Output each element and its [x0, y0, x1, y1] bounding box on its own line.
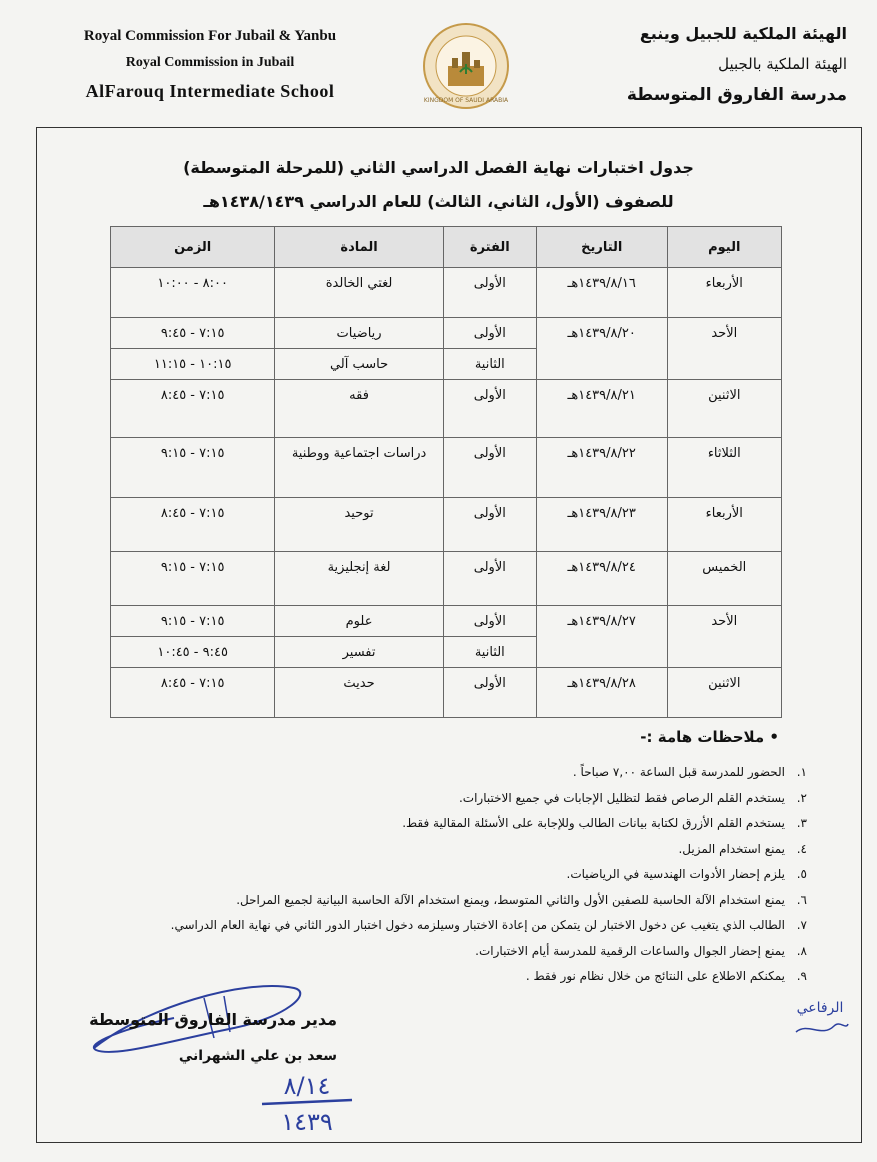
cell-date: ١٤٣٩/٨/٢١هـ — [536, 380, 667, 438]
cell-period: الأولى — [443, 498, 536, 552]
list-item — [107, 866, 807, 892]
org-name-ar: الهيئة الملكية للجبيل وينبع — [639, 24, 847, 43]
note-number: ٣. — [796, 816, 807, 830]
cell-time: ٩:٤٥ - ١٠:٤٥ — [111, 637, 275, 668]
note-text: يلزم إحضار الأدوات الهندسية في الرياضيات. — [566, 867, 785, 881]
list-item — [107, 892, 807, 918]
cell-time: ٧:١٥ - ٨:٤٥ — [111, 380, 275, 438]
note-number: ٩. — [796, 969, 807, 983]
cell-date: ١٤٣٩/٨/٢٢هـ — [536, 438, 667, 498]
note-number: ٧. — [796, 918, 807, 932]
cell-day: الخميس — [667, 552, 781, 606]
margin-initials-text: الرفاعي — [796, 1000, 844, 1016]
school-name-en: AlFarouq Intermediate School — [85, 81, 335, 101]
list-item — [107, 917, 807, 943]
header-english — [40, 28, 380, 112]
note-text: يمكنكم الاطلاع على النتائج من خلال نظام نور فقط . — [525, 969, 785, 983]
cell-subject: علوم — [275, 606, 443, 637]
cell-period: الأولى — [443, 268, 536, 318]
cell-date: ١٤٣٩/٨/٢٧هـ — [536, 606, 667, 668]
table-row — [111, 268, 782, 318]
note-number: ٥. — [796, 867, 807, 881]
cell-time: ٧:١٥ - ٩:١٥ — [111, 438, 275, 498]
cell-time: ٧:١٥ - ٩:٤٥ — [111, 318, 275, 349]
cell-subject: رياضيات — [275, 318, 443, 349]
margin-initials — [788, 986, 852, 1046]
cell-period: الثانية — [443, 349, 536, 380]
header-time: الزمن — [111, 227, 275, 268]
cell-time: ٧:١٥ - ٩:١٥ — [111, 552, 275, 606]
header-day: اليوم — [667, 227, 781, 268]
org-sub-en: Royal Commission in Jubail — [125, 55, 295, 70]
cell-time: ٧:١٥ - ٨:٤٥ — [111, 668, 275, 718]
header-date: التاريخ — [536, 227, 667, 268]
cell-period: الأولى — [443, 606, 536, 637]
table-row — [111, 606, 782, 637]
table-row — [111, 380, 782, 438]
hand-date-top: ٨/١٤ — [283, 1072, 331, 1100]
cell-date: ١٤٣٩/٨/٢٤هـ — [536, 552, 667, 606]
list-item — [107, 841, 807, 867]
cell-day: الثلاثاء — [667, 438, 781, 498]
logo-ring-text: KINGDOM OF SAUDI ARABIA — [423, 97, 509, 104]
cell-period: الثانية — [443, 637, 536, 668]
cell-day: الأحد — [667, 318, 781, 380]
note-number: ٨. — [796, 943, 807, 958]
principal-name: سعد بن علي الشهراني — [178, 1048, 337, 1064]
table-row — [111, 668, 782, 718]
cell-subject: لغتي الخالدة — [275, 268, 443, 318]
note-text: يمنع استخدام المزيل. — [678, 841, 785, 856]
table-header-row — [111, 227, 782, 268]
list-item — [107, 790, 807, 816]
schedule-subtitle: للصفوف (الأول، الثاني، الثالث) للعام الدراسي ١٤٣٨/١٤٣٩هـ — [203, 192, 674, 211]
cell-period: الأولى — [443, 380, 536, 438]
table-row — [111, 498, 782, 552]
cell-subject: فقه — [275, 380, 443, 438]
table-row — [111, 318, 782, 349]
org-name-en: Royal Commission For Jubail & Yanbu — [83, 28, 337, 44]
cell-date: ١٤٣٩/٨/٢٨هـ — [536, 668, 667, 718]
cell-day: الاثنين — [667, 380, 781, 438]
table-row — [111, 438, 782, 498]
notes-list — [107, 764, 807, 994]
cell-date: ١٤٣٩/٨/٢٠هـ — [536, 318, 667, 380]
note-number: ١. — [796, 765, 807, 779]
saudi-emblem-logo — [422, 22, 510, 110]
note-text: الحضور للمدرسة قبل الساعة ٧,٠٠ صباحاً . — [572, 765, 785, 779]
cell-period: الأولى — [443, 668, 536, 718]
cell-subject: لغة إنجليزية — [275, 552, 443, 606]
list-item — [107, 815, 807, 841]
note-text: الطالب الذي يتغيب عن دخول الاختبار لن يتمكن من إعادة الاختبار وسيلزمه دخول اختبار الدور الثاني في نهاية العام الدراسي. — [170, 918, 785, 932]
note-number: ٦. — [796, 892, 807, 907]
hand-date-bottom: ١٤٣٩ — [281, 1108, 333, 1136]
cell-time: ٧:١٥ - ٩:١٥ — [111, 606, 275, 637]
cell-subject: دراسات اجتماعية ووطنية — [275, 438, 443, 498]
exam-schedule-table — [110, 226, 782, 718]
org-sub-ar: الهيئة الملكية بالجبيل — [718, 55, 847, 73]
cell-period: الأولى — [443, 318, 536, 349]
principal-title: مدير مدرسة الفاروق المتوسطة — [89, 1010, 337, 1029]
list-item — [107, 764, 807, 790]
cell-subject: توحيد — [275, 498, 443, 552]
schedule-title: جدول اختبارات نهاية الفصل الدراسي الثاني (للمرحلة المتوسطة) — [183, 158, 694, 177]
note-text: يستخدم القلم الأزرق لكتابة بيانات الطالب وللإجابة على الأسئلة المقالية فقط. — [402, 816, 785, 830]
cell-day: الاثنين — [667, 668, 781, 718]
cell-day: الأربعاء — [667, 498, 781, 552]
cell-day: الأحد — [667, 606, 781, 668]
header-arabic — [587, 24, 847, 117]
cell-subject: حديث — [275, 668, 443, 718]
cell-date: ١٤٣٩/٨/٢٣هـ — [536, 498, 667, 552]
cell-time: ٧:١٥ - ٨:٤٥ — [111, 498, 275, 552]
notes-heading: • ملاحظات هامة :- — [640, 728, 779, 746]
cell-time: ٨:٠٠ - ١٠:٠٠ — [111, 268, 275, 318]
cell-date: ١٤٣٩/٨/١٦هـ — [536, 268, 667, 318]
header-subject: المادة — [275, 227, 443, 268]
cell-period: الأولى — [443, 438, 536, 498]
cell-day: الأربعاء — [667, 268, 781, 318]
cell-period: الأولى — [443, 552, 536, 606]
note-text: يستخدم القلم الرصاص فقط لتظليل الإجابات في جميع الاختبارات. — [458, 790, 785, 805]
cell-subject: حاسب آلي — [275, 349, 443, 380]
list-item — [107, 943, 807, 969]
cell-subject: تفسير — [275, 637, 443, 668]
handwritten-date — [252, 1066, 362, 1138]
table-row — [111, 552, 782, 606]
note-number: ٢. — [796, 790, 807, 805]
header-period: الفترة — [443, 227, 536, 268]
school-name-ar: مدرسة الفاروق المتوسطة — [626, 85, 847, 105]
note-text: يمنع إحضار الجوال والساعات الرقمية للمدرسة أيام الاختبارات. — [475, 943, 785, 958]
note-number: ٤. — [796, 841, 807, 856]
cell-time: ١٠:١٥ - ١١:١٥ — [111, 349, 275, 380]
note-text: يمنع استخدام الآلة الحاسبة للصفين الأول والثاني المتوسط، ويمنع استخدام الآلة الحاسبة البيانية لجميع المراحل. — [236, 892, 785, 907]
